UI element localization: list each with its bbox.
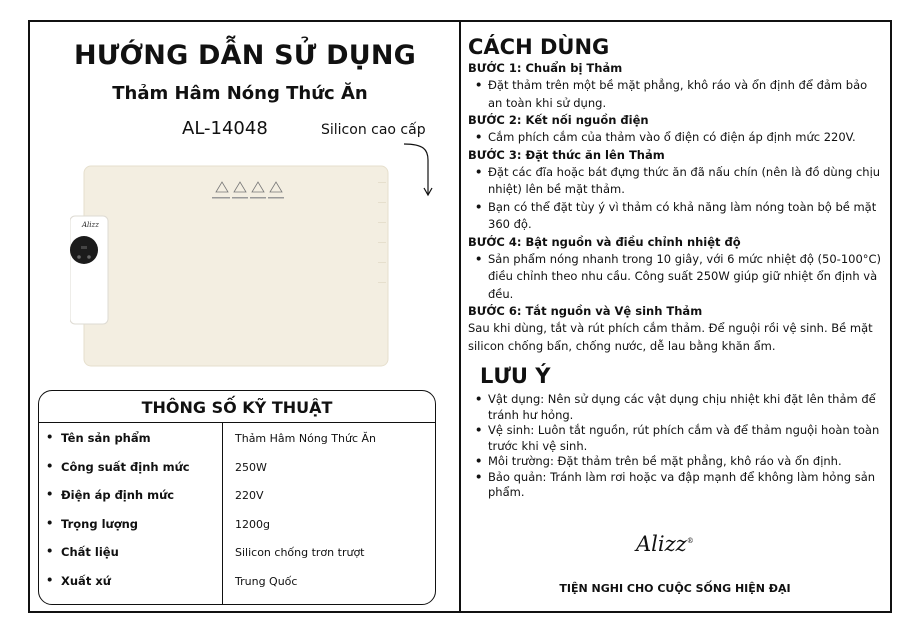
usage-heading: CÁCH DÙNG — [468, 35, 610, 59]
registered-mark: ® — [686, 537, 694, 545]
spec-row — [39, 537, 435, 566]
brand-logo-text: Alizz — [636, 532, 687, 556]
page-title: HƯỚNG DẪN SỬ DỤNG — [73, 40, 417, 71]
step-title: BƯỚC 1: Chuẩn bị Thảm — [468, 61, 623, 75]
notes-list — [468, 392, 883, 501]
spec-value: Silicon chống trơn trượt — [235, 546, 365, 559]
list-item: • Bạn có thể đặt tùy ý vì thảm có khả năng làm nóng toàn bộ bề mặt 360 độ. — [488, 199, 883, 234]
step-bullets — [468, 77, 883, 112]
spec-value: 250W — [235, 460, 267, 474]
step-title: BƯỚC 6: Tắt nguồn và Vệ sinh Thảm — [468, 304, 703, 318]
list-item: • Đặt các đĩa hoặc bát đựng thức ăn đã nấu chín (nên là đồ dùng chịu nhiệt) lên bề mặt thảm. — [488, 164, 883, 199]
brand-logo — [636, 532, 694, 556]
spec-label: • Chất liệu — [61, 545, 119, 559]
spec-table-title: THÔNG SỐ KỸ THUẬT — [39, 391, 435, 423]
spec-row — [39, 566, 435, 595]
step-paragraph: Sau khi dùng, tắt và rút phích cắm thảm. Để nguội rồi vệ sinh. Bề mặt silicon chống bẩn, chống nước, dễ lau bằng khăn ẩm. — [468, 321, 873, 353]
step-title: BƯỚC 2: Kết nối nguồn điện — [468, 113, 649, 127]
step-bullets — [468, 164, 883, 234]
spec-row — [39, 452, 435, 481]
spec-label: • Điện áp định mức — [61, 488, 174, 502]
list-item: • Bảo quản: Tránh làm rơi hoặc va đập mạnh để không làm hỏng sản phẩm. — [488, 470, 883, 501]
column-divider — [459, 20, 461, 613]
step-bullets — [468, 129, 883, 147]
spec-value: Thảm Hâm Nóng Thức Ăn — [235, 432, 376, 445]
brand-slogan: TIỆN NGHI CHO CUỘC SỐNG HIỆN ĐẠI — [559, 582, 791, 595]
list-item: • Vệ sinh: Luôn tắt nguồn, rút phích cắm và để thảm nguội hoàn toàn trước khi vệ sinh. — [488, 423, 883, 454]
callout-arrow-icon — [400, 140, 440, 200]
model-number: AL-14048 — [182, 118, 268, 139]
step-title: BƯỚC 3: Đặt thức ăn lên Thảm — [468, 147, 665, 162]
list-item: • Vật dụng: Nên sử dụng các vật dụng chịu nhiệt khi đặt lên thảm để tránh hư hỏng. — [488, 392, 883, 423]
list-item: • Cắm phích cắm của thảm vào ổ điện có điện áp định mức 220V. — [488, 129, 883, 147]
list-item: • Sản phẩm nóng nhanh trong 10 giây, với 6 mức nhiệt độ (50-100°C) điều chỉnh theo nhu cầu. Công suất 250W giúp giữ nhiệt ổn định và đều. — [488, 251, 883, 304]
spec-row — [39, 509, 435, 538]
instructions-column — [468, 34, 883, 501]
notes-heading: LƯU Ý — [480, 364, 551, 388]
product-brand-label: Alizz — [82, 221, 99, 229]
product-image — [70, 162, 400, 372]
spec-value: 220V — [235, 489, 264, 502]
spec-value: Trung Quốc — [235, 574, 298, 588]
spec-label: • Tên sản phẩm — [61, 431, 151, 445]
spec-row — [39, 480, 435, 509]
spec-label: • Trọng lượng — [61, 517, 138, 531]
page-subtitle: Thảm Hâm Nóng Thức Ăn — [112, 83, 368, 104]
spec-row — [39, 423, 435, 452]
spec-label: • Công suất định mức — [61, 460, 190, 474]
spec-label: • Xuất xứ — [61, 574, 111, 588]
spec-column-divider — [222, 423, 223, 605]
material-callout: Silicon cao cấp — [321, 122, 426, 138]
spec-table — [38, 390, 436, 605]
step-title: BƯỚC 4: Bật nguồn và điều chỉnh nhiệt độ — [468, 234, 741, 249]
spec-value: 1200g — [235, 517, 270, 531]
list-item: • Đặt thảm trên một bề mặt phẳng, khô ráo và ổn định để đảm bảo an toàn khi sử dụng. — [488, 77, 883, 112]
list-item: • Môi trường: Đặt thảm trên bề mặt phẳng, khô ráo và ổn định. — [488, 454, 883, 470]
step-bullets — [468, 251, 883, 304]
